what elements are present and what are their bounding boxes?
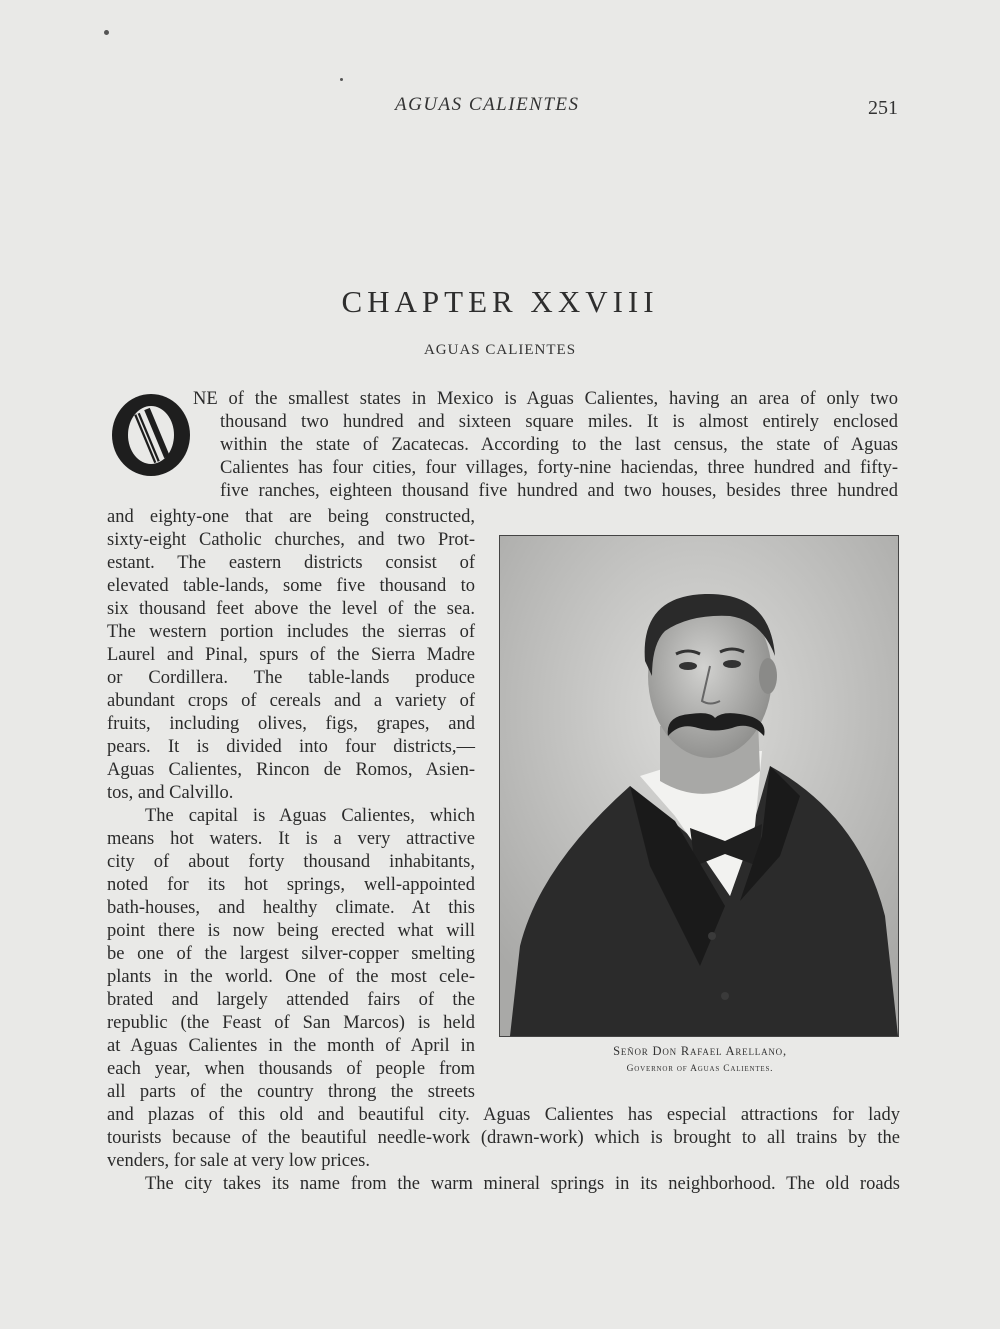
- body-line: point there is now being erected what will: [107, 921, 475, 941]
- body-line: at Aguas Calientes in the month of April in: [107, 1036, 475, 1056]
- body-line: or Cordillera. The table-lands produce: [107, 668, 475, 688]
- body-line: and plazas of this old and beautiful city. Aguas Calientes has especial attractions for lady: [107, 1105, 900, 1125]
- figure-caption-title: Governor of Aguas Calientes.: [626, 1064, 774, 1074]
- body-line: tourists because of the beautiful needle-work (drawn-work) which is brought to all trains by the: [107, 1128, 900, 1148]
- body-line: brated and largely attended fairs of the: [107, 990, 475, 1010]
- body-line: abundant crops of cereals and a variety of: [107, 691, 475, 711]
- page-speck: [340, 78, 343, 81]
- body-line: city of about forty thousand inhabitants,: [107, 852, 475, 872]
- body-line: plants in the world. One of the most cele-: [107, 967, 475, 987]
- body-line: thousand two hundred and sixteen square miles. It is almost entirely enclosed: [220, 412, 898, 432]
- running-head: AGUAS CALIENTES: [395, 94, 580, 115]
- body-line: be one of the largest silver-copper smelting: [107, 944, 475, 964]
- body-line: elevated table-lands, some five thousand to: [107, 576, 475, 596]
- body-line: sixty-eight Catholic churches, and two Prot-: [107, 530, 475, 550]
- body-line: pears. It is divided into four districts,—: [107, 737, 475, 757]
- body-line: and eighty-one that are being constructed,: [107, 507, 475, 527]
- body-line: NE of the smallest states in Mexico is Aguas Calientes, having an area of only two: [193, 389, 898, 409]
- chapter-title: CHAPTER XXVIII: [341, 284, 659, 319]
- body-line: The western portion includes the sierras of: [107, 622, 475, 642]
- body-line: means hot waters. It is a very attractive: [107, 829, 475, 849]
- section-title: AGUAS CALIENTES: [423, 342, 577, 358]
- body-line: Laurel and Pinal, spurs of the Sierra Madre: [107, 645, 475, 665]
- figure-caption-name: Señor Don Rafael Arellano,: [613, 1044, 787, 1058]
- body-line: republic (the Feast of San Marcos) is held: [107, 1013, 475, 1033]
- body-line: each year, when thousands of people from: [107, 1059, 475, 1079]
- body-line: six thousand feet above the level of the sea.: [107, 599, 475, 619]
- body-line: five ranches, eighteen thousand five hundred and two houses, besides three hundred: [220, 481, 898, 501]
- body-line: The city takes its name from the warm mineral springs in its neighborhood. The old roads: [145, 1174, 900, 1194]
- body-line: fruits, including olives, figs, grapes, and: [107, 714, 475, 734]
- body-line: noted for its hot springs, well-appointed: [107, 875, 475, 895]
- body-line: The capital is Aguas Calientes, which: [145, 806, 475, 826]
- body-line: Aguas Calientes, Rincon de Romos, Asien-: [107, 760, 475, 780]
- body-line: all parts of the country throng the streets: [107, 1082, 475, 1102]
- page-speck: [104, 30, 109, 35]
- body-line: tos, and Calvillo.: [107, 783, 234, 803]
- body-line: bath-houses, and healthy climate. At this: [107, 898, 475, 918]
- body-line: Calientes has four cities, four villages, forty-nine haciendas, three hundred and fifty-: [220, 458, 898, 478]
- body-line: estant. The eastern districts consist of: [107, 553, 475, 573]
- body-line: within the state of Zacatecas. According to the last census, the state of Aguas: [220, 435, 898, 455]
- page-number: 251: [868, 97, 898, 119]
- portrait-photo: [499, 535, 899, 1037]
- body-line: venders, for sale at very low prices.: [107, 1151, 371, 1171]
- drop-cap-o: [110, 392, 192, 478]
